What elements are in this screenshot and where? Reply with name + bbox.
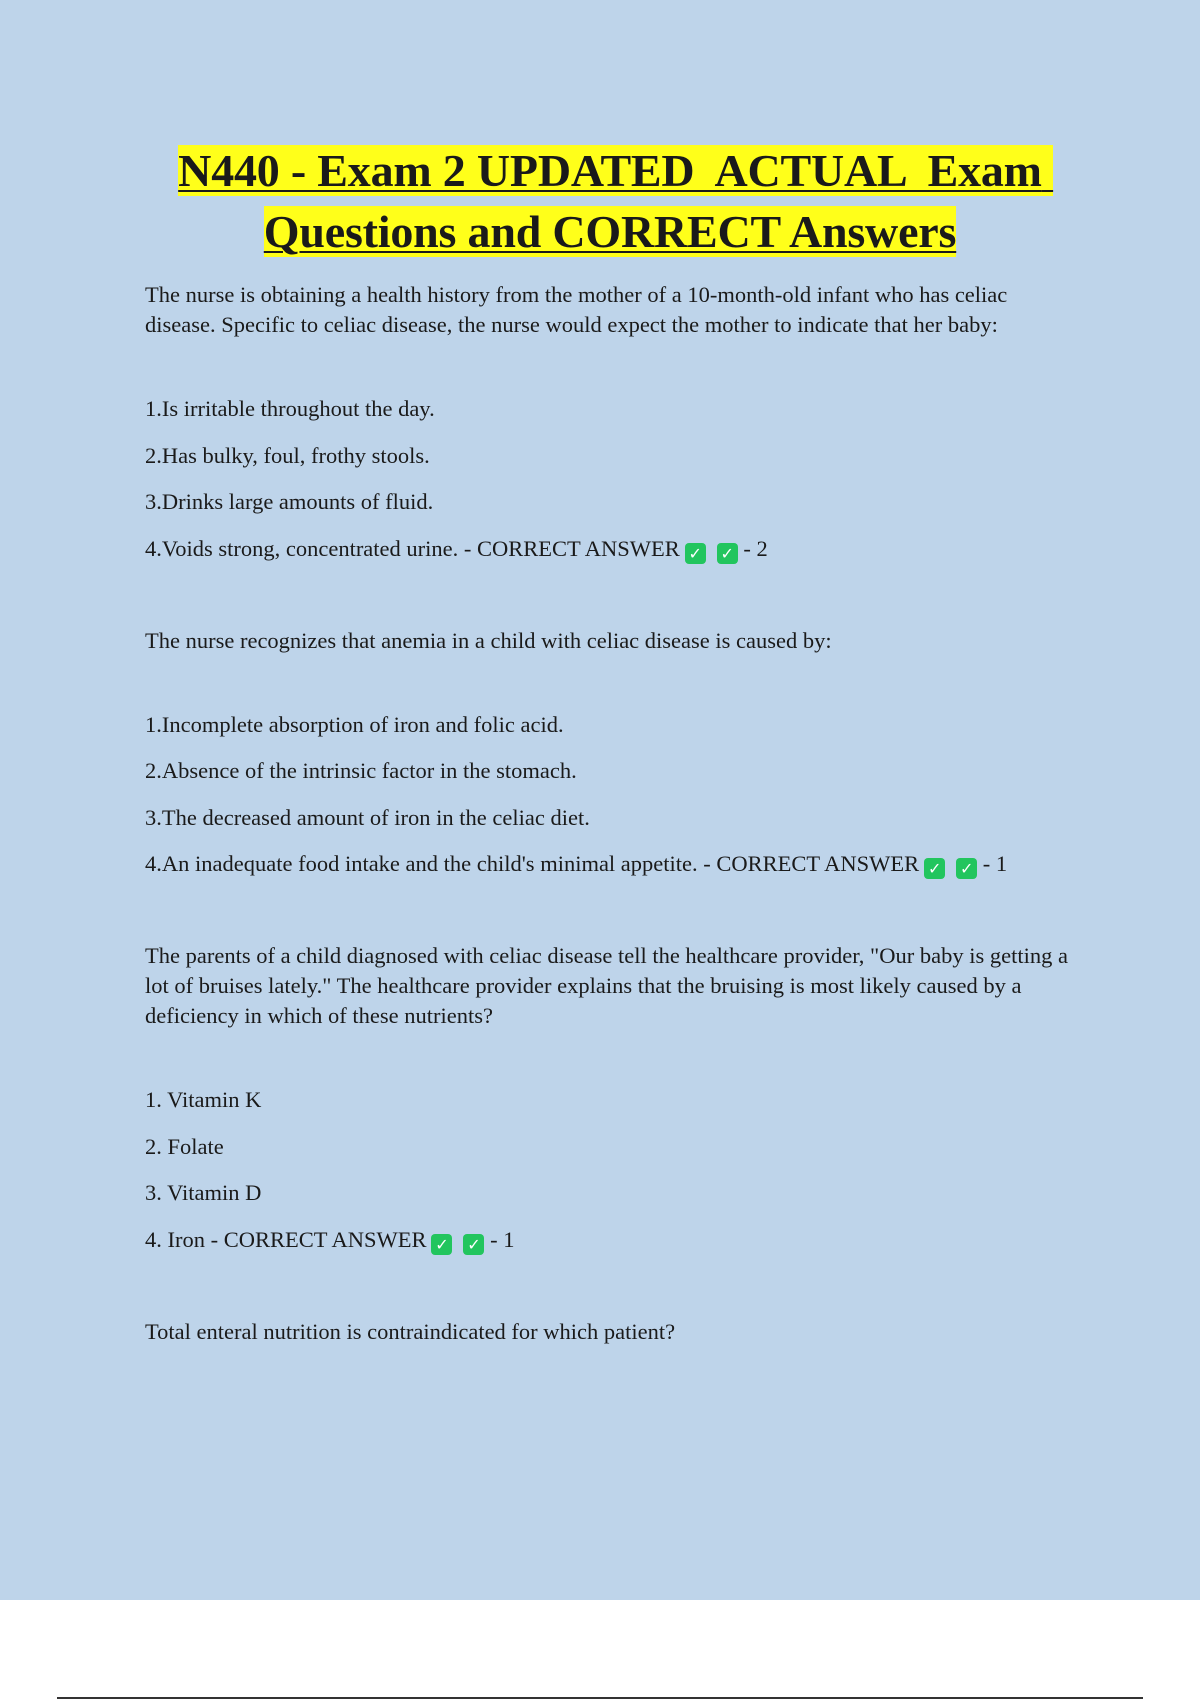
option-item: 1. Vitamin K xyxy=(145,1087,262,1112)
document-title xyxy=(145,140,1075,262)
option-item: 3.Drinks large amounts of fluid. xyxy=(145,489,434,514)
option-item: 1.Is irritable throughout the day. xyxy=(145,396,435,421)
check-mark-icon: ✓ xyxy=(717,543,738,564)
option-item: 2. Folate xyxy=(145,1133,224,1159)
option-text: 4.Voids strong, concentrated urine. - CORRECT ANSWER xyxy=(145,535,680,561)
option-item: 1.Incomplete absorption of iron and folic acid. xyxy=(145,711,564,737)
option-item: 3. Vitamin D xyxy=(145,1180,262,1205)
answer-suffix: - 1 xyxy=(982,851,1008,876)
option-list xyxy=(145,710,1075,880)
check-mark-icon: ✓ xyxy=(431,1234,452,1255)
check-mark-icon: ✓ xyxy=(956,858,977,879)
option-item: 2.Absence of the intrinsic factor in the stomach. xyxy=(145,758,577,783)
question-text: The parents of a child diagnosed with celiac disease tell the healthcare provider, "Our baby is getting a lot of bruises lately." The healthcare provider explains that the bruising is most likely caused by a deficiency in which of these nutrients? xyxy=(145,943,1068,1028)
document-title-text: N440 - Exam 2 UPDATED ACTUAL Exam Questions and CORRECT Answers xyxy=(178,145,1054,257)
check-mark-icon: ✓ xyxy=(685,543,706,564)
document-content xyxy=(145,140,1075,1409)
question-block xyxy=(145,941,1075,1255)
question-block xyxy=(145,280,1075,564)
option-item-answer xyxy=(145,849,1075,879)
answer-suffix: - 2 xyxy=(743,535,768,561)
option-list xyxy=(145,394,1075,564)
check-mark-icon: ✓ xyxy=(924,858,945,879)
option-item-answer xyxy=(145,1225,1075,1255)
option-text: 4.An inadequate food intake and the child's minimal appetite. - CORRECT ANSWER xyxy=(145,851,920,876)
question-block xyxy=(145,626,1075,880)
question-text: The nurse recognizes that anemia in a child with celiac disease is caused by: xyxy=(145,627,832,653)
option-text: 4. Iron - CORRECT ANSWER xyxy=(145,1226,427,1252)
question-text: Total enteral nutrition is contraindicated for which patient? xyxy=(145,1318,676,1344)
answer-suffix: - 1 xyxy=(490,1226,515,1252)
option-list xyxy=(145,1085,1075,1255)
option-item: 2.Has bulky, foul, frothy stools. xyxy=(145,442,430,468)
footer-divider xyxy=(57,1697,1143,1699)
question-block xyxy=(145,1317,1075,1347)
question-text: The nurse is obtaining a health history from the mother of a 10-month-old infant who has celiac disease. Specific to celiac disease, the nurse would expect the mother to indicate that her baby: xyxy=(145,282,1008,337)
option-item: 3.The decreased amount of iron in the celiac diet. xyxy=(145,804,590,830)
check-mark-icon: ✓ xyxy=(463,1234,484,1255)
option-item-answer xyxy=(145,534,1075,564)
